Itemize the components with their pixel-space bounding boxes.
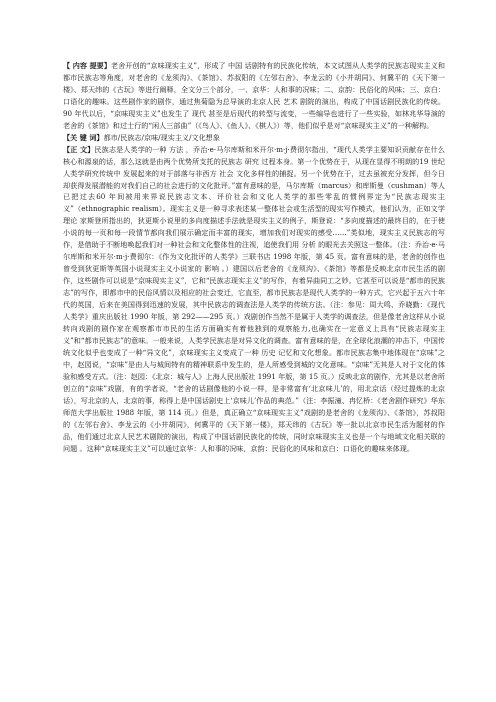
keywords-paragraph	[63, 132, 445, 144]
keywords-text: 都市/民族志/京味/现实主义/文化想象	[103, 132, 220, 142]
keywords-label: 【关 键 词】	[63, 132, 104, 142]
body-label: 【正 文】	[63, 144, 95, 154]
article-page	[63, 60, 445, 454]
body-paragraph	[63, 144, 445, 455]
abstract-paragraph	[63, 60, 445, 132]
abstract-label: 【 内容 提要】	[63, 61, 111, 70]
abstract-text: 老舍开创的“京味现实主义”，形成了 中国 话剧特有的民族化传统，本文试图从人类学的民族志现实主义和都市民族志等角度，对老舍的《龙须沟》、《茶馆》、苏叔阳的《左邻右舍》、李龙云的《小井胡同》、何冀平的《天下第一楼》、郑天纬的《古玩》等进行阐释，全文分三个部分，一、京华：人和事的况味；二、京韵：民俗化的风味；三、京白：口语化的趣味。这些剧作家的剧作，通过焦菊隐为总导演的北京人民 艺术 剧院的演出，构成了中国话剧民族化的传统。90 年代以后，“京味现实主义”也发生了 现代 甚至是后现代的转型与流变，一些编导也进行了一些实验，如林兆华导演的老舍的《茶馆》和过士行的“闲人三部曲”（《鸟人》、《鱼人》、《棋人》）等，他们似乎是对“京味现实主义”的一种解构。	[63, 61, 445, 130]
body-text: 民族志是人类学的一种 方法 ，乔治·e·马尔库斯和米开尔·m·j·费彻尔指出，“现代人类学主要知识贡献存在什么核心和源泉的话，那么这就是由两个优势所支托的民族志 研究 过程本身。第一个优势在于，从现在显得不明朗的19 世纪人类学研究传统中 发展起来的对于部落与非西方 社会 文化多样性的捕捉。另一个优势在于，过去虽被充分发挥，但今日却获得发展潜能的对我们自己的社会进行的文化批评。”富有意味的是，马尔库斯（marcus）和库斯曼（cushman）等人已把过去60 年间被用来界说民族志文本、评价社会和文化人类学的那些零乱的惯例界定为“民族志现实主义”（ethnographic realism）。现实主义是一种寻求表述某一整体社会或生活型的现实写作模式，他们认为，正如文学 理论 家斯登所指出的，狄更斯小说里的多向度描述手法就是现实主义的例子，斯登说：“多向度描述的最终目的，在于使小说的每一页和每一段情节都向我们展示确定而丰富的现实，增加我们对现实的感受……”类似地，现实主义民族志的写作，是借助于不断地唤起我们对一种社会和文化整体性的注视，追使我们用 分析 的眼光去关照这一整体。（注：乔治·e·马尔库斯和米开尔·m·j·费彻尔：《作为文化批评的人类学》三联书店 1998 年版，第 45 页。富有意味的是，老舍的创作也曾受到狄更斯等英国小说现实主义小说家的 影响 。）建国以后老舍的《龙须沟》、《茶馆》等都是反映北京市民生活的剧作，这些剧作可以说是“京味现实主义”，它和“民族志现实主义”的写作，有着异曲同工之妙。它甚至可以说是“都市的民族志”的写作，即都市中的民俗风情以及相应的社会变迁，它直至，都市民族志是现代人类学的一种方式，它兴起于五六十年代的英国，后来在美国得到迅速的发展，其中民族志的调查法是人类学的传统方法。（注：参见：周大鸣、乔晓勤：《现代人类学》重庆出版社 1990 年版，第 292——295 页。）戏剧创作当然不是属于人类学的调查法，但是像老舍这样从小说转向戏剧的剧作家在观察都市市民的生活方面确实有着他独到的观察能力,也确实在一定意义上具有“民族志现实主义”和“都市民族志”的意味。一般来说，人类学民族志是对异文化的调查。富有意味的是，在全球化浪潮的冲击下，中国传统文化似乎也变成了一种“异文化”，京味现实主义变成了一种 历史 记忆和文化想象。都市民族志集中地体现在“京味”之中，赵园说，“京味”是由人与城间特有的精神联系中发生的，是人所感受到城的文化意味。“京味”无其是人对于文化的体验和感受方式。（注：赵园：《北京：城与人》上海人民出版社 1991 年版，第 15 页。）反映北京的剧作，尤其是以老舍所创立的“京味”戏剧，有的学者说，“老舍的话剧像他的小说一样，是非常富有‘北京味儿’的，用北京话（经过提炼的北京话），写北京的人，北京的事，称得上是中国话剧史上‘京味儿’作品的典范。”（注：李振潼、冉忆桥：《老舍剧作研究》华东师范大学出版社 1988 年版，第 114 页。）但是，真正确立“京味现实主义”戏剧的是老舍的《龙须沟》、《茶馆》，苏叔阳的《左邻右舍》、李龙云的《小井胡同》，何冀平的《天下第一楼》，郑天纬的《古玩》等一批以北京市民生活为题材的作品，他们通过北京人民艺术剧院的演出，构成了中国话剧民族化的传统，同时京味现实主义也是一个与地域文化相关联的 问题 。这种“京味现实主义”可以通过京华：人和事的况味，京韵：民俗化的风味和京白：口语化的趣味来体现。	[63, 144, 445, 453]
